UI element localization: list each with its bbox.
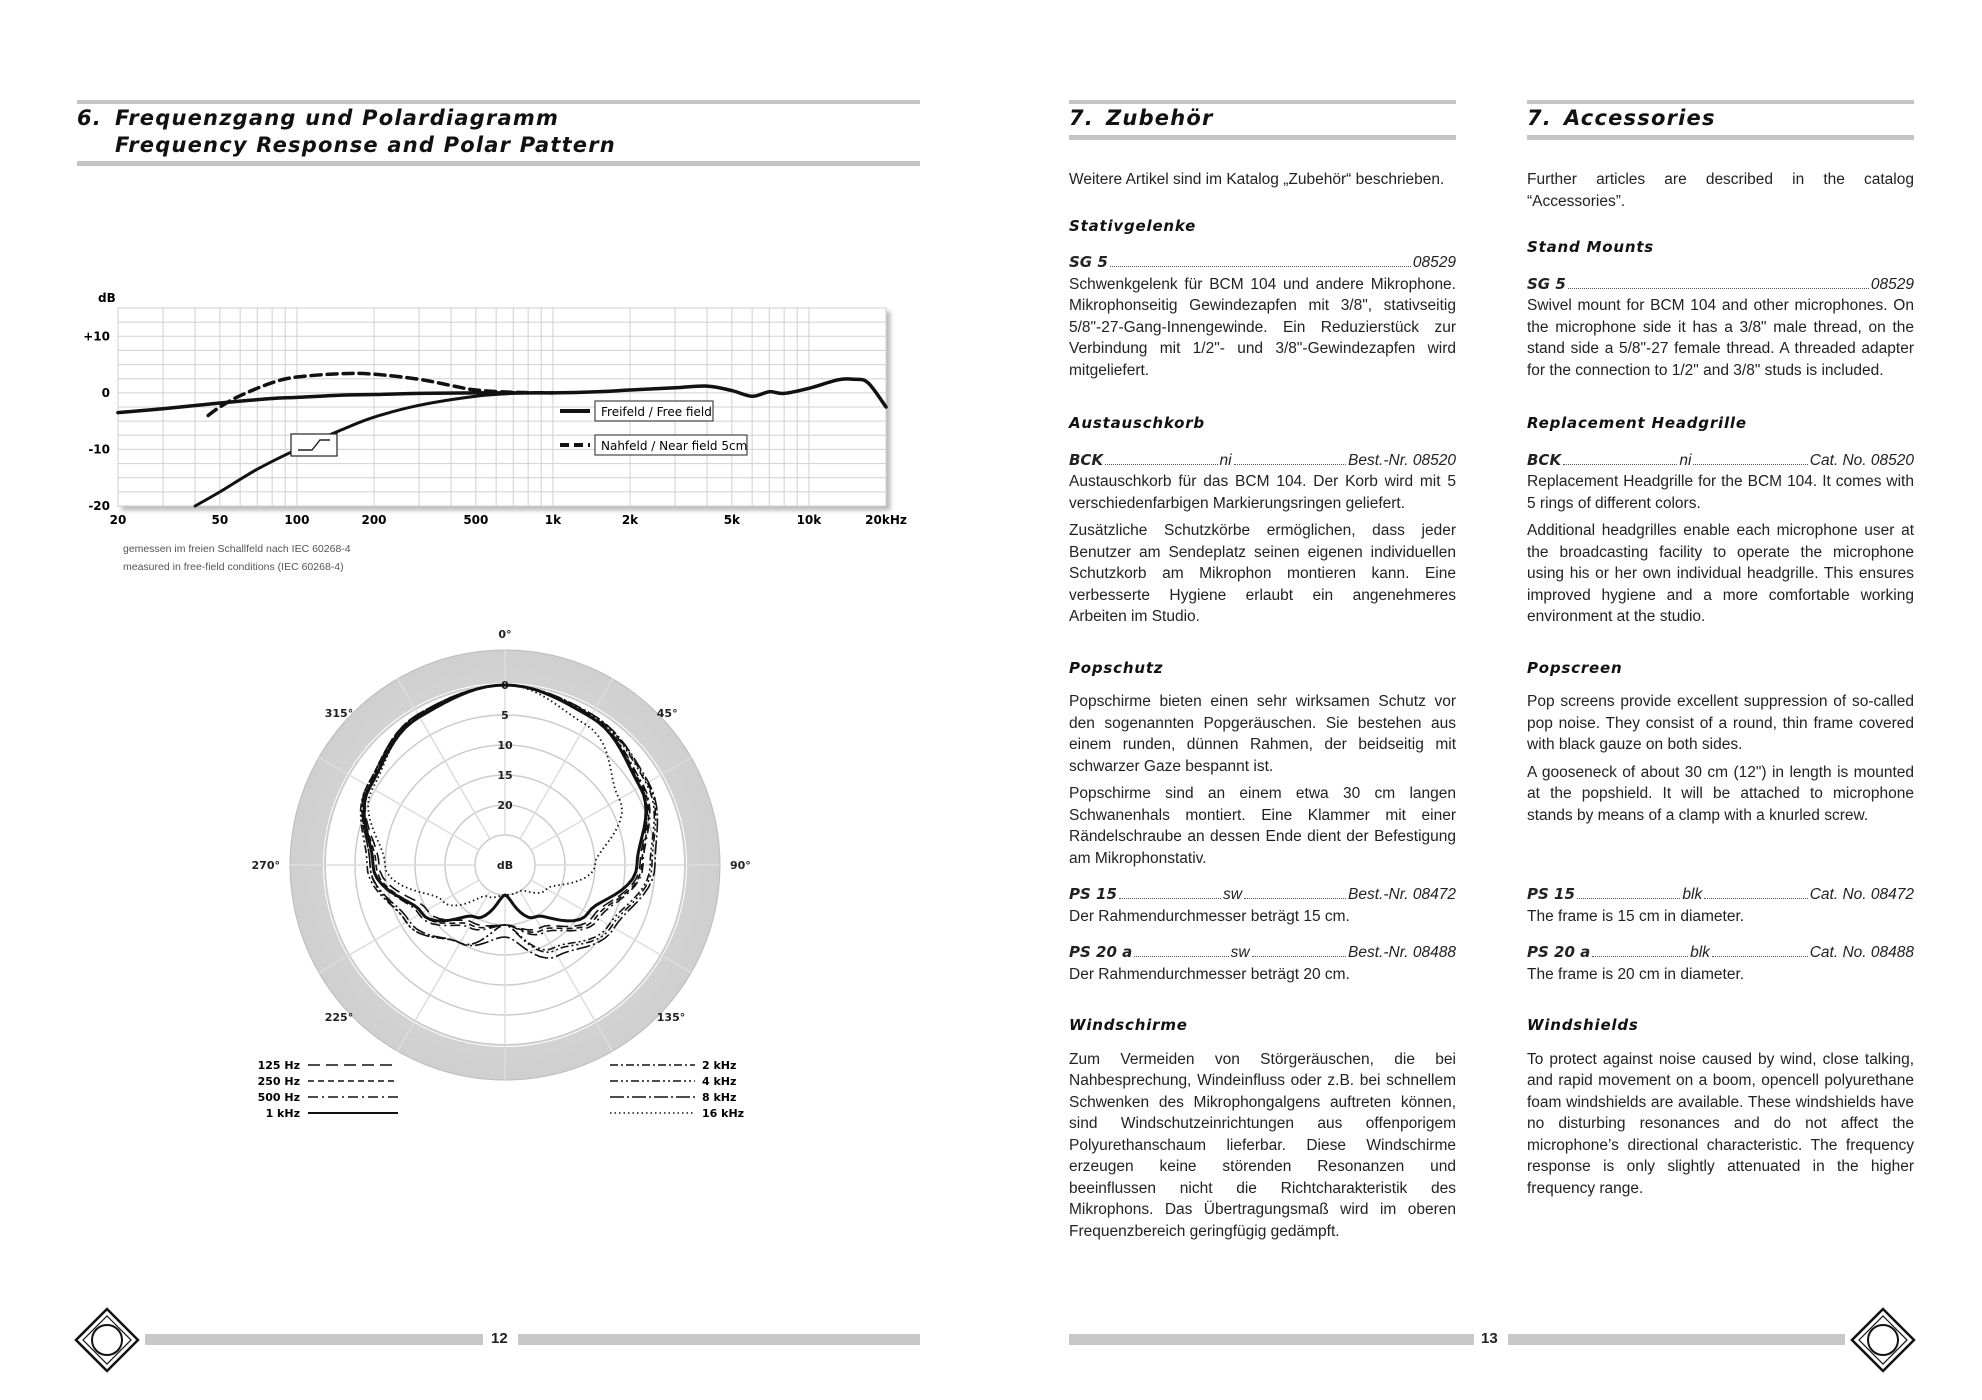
de-bck-code: BCK <box>1069 450 1104 469</box>
de-ps15-code: PS 15 <box>1069 885 1117 903</box>
de-sg5-order-line <box>1069 252 1456 274</box>
section-6-title-en: Frequency Response and Polar Pattern <box>115 133 616 157</box>
en-ps20-code: PS 20 a <box>1527 943 1591 961</box>
polar-legend-label: 16 kHz <box>702 1107 745 1120</box>
en-sg5-text: Swivel mount for BCM 104 and other microphones. On the microphone side it has a 3/8" male thread, on the stand side a 5/8"-27 female thread. A threaded adapter for the connection to 1/2" and 3/8" studs is included. <box>1527 297 1914 379</box>
polar-angle-label: 135° <box>656 1010 686 1024</box>
polar-radial-label: 15 <box>497 769 513 782</box>
page-number-13: 13 <box>1481 1330 1498 1347</box>
en-bck-order-line <box>1527 450 1914 472</box>
neumann-logo-left <box>74 1307 140 1373</box>
section-6-title-de: Frequenzgang und Polardiagramm <box>115 106 560 130</box>
de-bck-text-1: Austauschkorb für das BCM 104. Der Korb wird mit 5 verschiedenfarbigen Markierungsringen geliefert. <box>1069 473 1456 512</box>
x-tick-label: 20kHz <box>865 513 907 527</box>
de-ps15-text: Der Rahmendurchmesser beträgt 15 cm. <box>1069 907 1350 925</box>
en-bck-text-1: Replacement Headgrille for the BCM 104. It comes with 5 rings of different colors. <box>1527 473 1914 512</box>
chart-y-axis-label: dB <box>98 291 116 305</box>
x-tick-label: 5k <box>723 513 741 527</box>
section-7-de-bottom-rule <box>1069 135 1456 140</box>
x-tick-label: 500 <box>463 513 489 527</box>
de-sg5-text: Schwenkgelenk für BCM 104 und andere Mikrophone. Mikrophonseitig Gewindezapfen mit 3/8", stativseitig 5/8"-27-Gang-Innengewinde. Ein Reduzierstück zur Verbindung mit 1/2"- und 3/8"-Gewindezapfen wird mitgeliefert. <box>1069 275 1456 379</box>
section-6-top-rule <box>77 100 920 104</box>
section-6-number: 6. <box>77 106 102 130</box>
polar-angle-label: 90° <box>730 859 751 872</box>
en-windshield-text: To protect against noise caused by wind, close talking, and rapid movement on a boom, opencell polyurethane foam windshields are available. These windshields have no disturbing resonances and do not affect the microphone’s directional characteristic. The frequency response is only slightly attenuated in the higher frequency range. <box>1527 1050 1914 1197</box>
section-7-de-title: Zubehör <box>1106 106 1214 130</box>
en-ps15-number: Cat. No. 08472 <box>1809 886 1914 903</box>
x-tick-label: 2k <box>621 513 639 527</box>
y-tick-label: -20 <box>88 499 110 513</box>
low-cut-filter-symbol <box>291 434 337 456</box>
de-sg5-number: 08529 <box>1412 254 1456 271</box>
polar-legend-label: 125 Hz <box>257 1059 300 1072</box>
polar-angle-label: 315° <box>324 707 354 721</box>
de-popscreen-text-1: Popschirme bieten einen sehr wirksamen Schutz vor den sogenannten Popgeräuschen. Sie bestehen aus einem runden, dünnen Rahmen, der beidseitig mit schwarzer Gaze bespannt ist. <box>1069 693 1456 775</box>
en-bck-text-2: Additional headgrilles enable each microphone user at the broadcasting facility to operate the microphone using his or her own individual headgrille. This ensures improved hygiene and a more comfortable working environment at the studio. <box>1527 522 1914 625</box>
en-ps20-color: blk <box>1690 944 1710 961</box>
de-headgrille-heading: Austauschkorb <box>1069 414 1205 432</box>
frequency-response-chart <box>83 280 930 527</box>
legend-near-field-label: Nahfeld / Near field 5cm <box>601 439 748 453</box>
en-intro: Further articles are described in the catalog “Accessories”. <box>1527 171 1914 210</box>
polar-legend-label: 250 Hz <box>257 1075 300 1088</box>
de-bck-number: Best.-Nr. 08520 <box>1348 451 1457 469</box>
polar-legend-label: 8 kHz <box>702 1091 737 1104</box>
de-ps20-order-line <box>1069 942 1456 964</box>
x-tick-label: 1k <box>544 513 562 527</box>
x-tick-label: 100 <box>284 513 310 527</box>
en-ps15-text: The frame is 15 cm in diameter. <box>1527 907 1745 925</box>
de-ps20-color: sw <box>1230 944 1250 961</box>
neumann-logo-right <box>1850 1307 1916 1373</box>
de-intro: Weitere Artikel sind im Katalog „Zubehör“ beschrieben. <box>1069 171 1445 188</box>
polar-unit-label: dB <box>496 859 514 872</box>
en-ps20-text: The frame is 20 cm in diameter. <box>1527 965 1745 983</box>
polar-legend-label: 500 Hz <box>257 1091 300 1104</box>
en-windshield-heading: Windshields <box>1527 1016 1639 1034</box>
x-tick-label: 20 <box>109 513 127 527</box>
de-popscreen-text-2: Popschirme sind an einem etwa 30 cm langen Schwanenhals montiert. Eine Klammer mit einer Rändelschraube an dessen Ende dient der Befestigung am Mikrophonstativ. <box>1069 785 1456 867</box>
de-ps20-text: Der Rahmendurchmesser beträgt 20 cm. <box>1069 965 1350 983</box>
measured-note-de: gemessen im freien Schallfeld nach IEC 60268-4 <box>123 543 351 555</box>
en-headgrille-heading: Replacement Headgrille <box>1527 414 1747 432</box>
footer-bar-left-a <box>145 1334 483 1345</box>
de-ps15-order-line <box>1069 884 1456 906</box>
polar-angle-label: 45° <box>656 707 678 721</box>
en-bck-number: Cat. No. 08520 <box>1809 451 1915 469</box>
x-tick-label: 10k <box>796 513 822 527</box>
polar-angle-label: 225° <box>324 1010 354 1024</box>
en-ps20-number: Cat. No. 08488 <box>1809 944 1914 961</box>
de-ps15-color: sw <box>1222 886 1242 903</box>
footer-bar-right-a <box>1069 1334 1474 1345</box>
page-number-12: 12 <box>491 1330 508 1347</box>
en-ps20-order-line <box>1527 942 1914 964</box>
legend-free-field-label: Freifeld / Free field <box>601 405 712 419</box>
section-6-bottom-rule <box>77 161 920 166</box>
en-sg5-code: SG 5 <box>1527 274 1566 293</box>
en-sg5-order-line <box>1527 274 1914 296</box>
en-ps15-color: blk <box>1682 886 1703 903</box>
de-bck-order-line <box>1069 450 1456 472</box>
polar-angle-label: 270° <box>251 859 280 872</box>
section-7-en-top-rule <box>1527 100 1914 104</box>
polar-radial-label: 10 <box>497 739 513 752</box>
polar-radial-label: 20 <box>497 799 513 812</box>
en-bck-color: ni <box>1679 451 1692 469</box>
section-7-de-number: 7. <box>1069 106 1094 130</box>
en-ps15-code: PS 15 <box>1527 885 1575 903</box>
polar-pattern-chart <box>240 620 770 1140</box>
en-popscreen-text-1: Pop screens provide excellent suppression of so-called pop noise. They consist of a round, thin frame covered with black gauze on both sides. <box>1527 693 1914 753</box>
en-sg5-number: 08529 <box>1870 275 1914 293</box>
de-sg5-code: SG 5 <box>1069 253 1108 271</box>
de-ps20-number: Best.-Nr. 08488 <box>1348 944 1456 961</box>
en-popscreen-text-2: A gooseneck of about 30 cm (12") in length is mounted at the popshield. It will be attached to microphone stands by means of a clamp with a knurled screw. <box>1527 763 1914 824</box>
section-7-de-top-rule <box>1069 100 1456 104</box>
polar-legend-label: 2 kHz <box>702 1059 737 1072</box>
de-bck-text-2: Zusätzliche Schutzkörbe ermöglichen, dass jeder Benutzer am Sendeplatz seinen eigenen individuellen Schutzkorb am Mikrophon montieren kann. Eine verbesserte Hygiene erlaubt ein angenehmeres Arbeiten im Studio. <box>1069 522 1456 625</box>
section-7-en-title: Accessories <box>1564 106 1716 130</box>
footer-bar-right-b <box>1508 1334 1845 1345</box>
en-bck-code: BCK <box>1527 450 1562 469</box>
de-ps15-number: Best.-Nr. 08472 <box>1348 886 1456 903</box>
footer-bar-left-b <box>518 1334 920 1345</box>
de-windshield-text: Zum Vermeiden von Störgeräuschen, die bei Nahbesprechung, Windeinfluss oder z.B. bei schnellem Schwenken des Mikrophongalgens auftreten können, sind Windschutzeinrichtungen aus offenporigem Polyurethanschaum lieferbar. Diese Windschirme erzeugen keine störenden Resonanzen und beeinflussen nicht die Richtcharakteristik des Mikrophons. Das Übertragungsmaß wird im oberen Frequenzbereich geringfügig gedämpft. <box>1069 1050 1456 1240</box>
en-stand-heading: Stand Mounts <box>1527 238 1655 256</box>
measured-note-en: measured in free-field conditions (IEC 60268-4) <box>123 561 344 573</box>
de-windshield-heading: Windschirme <box>1069 1016 1188 1034</box>
english-column <box>1527 169 1914 1199</box>
polar-legend-label: 1 kHz <box>265 1107 300 1120</box>
x-tick-label: 200 <box>361 513 387 527</box>
polar-angle-label: 0° <box>498 628 512 641</box>
german-column <box>1069 169 1456 1242</box>
de-stand-heading: Stativgelenke <box>1069 216 1197 235</box>
en-popscreen-heading: Popscreen <box>1527 658 1623 677</box>
polar-radial-label: 5 <box>501 709 509 722</box>
y-tick-label: 0 <box>101 385 110 400</box>
en-ps15-order-line <box>1527 884 1914 906</box>
de-popscreen-heading: Popschutz <box>1069 658 1164 677</box>
y-tick-label: -10 <box>88 442 110 457</box>
x-tick-label: 50 <box>211 513 229 527</box>
y-tick-label: +10 <box>83 329 110 344</box>
section-7-en-bottom-rule <box>1527 135 1914 140</box>
de-ps20-code: PS 20 a <box>1069 943 1133 961</box>
section-7-en-number: 7. <box>1527 106 1552 130</box>
de-bck-color: ni <box>1219 451 1232 469</box>
polar-legend-label: 4 kHz <box>702 1075 737 1088</box>
polar-radial-label: 0 <box>501 679 509 692</box>
